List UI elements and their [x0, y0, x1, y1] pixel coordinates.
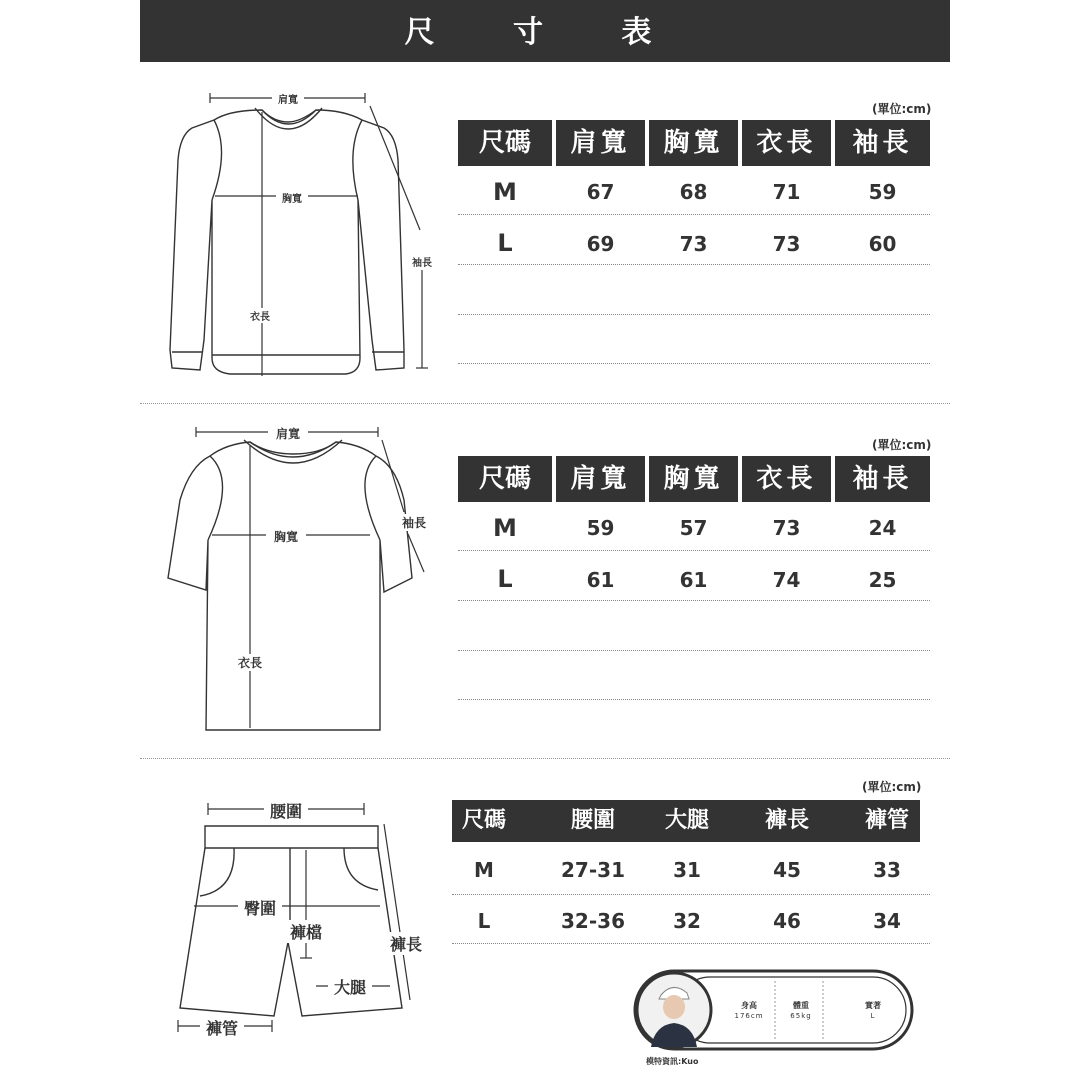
- sweatshirt-row-l-chest: 73: [679, 232, 708, 256]
- tshirt-row-m-sleeve: 24: [868, 516, 897, 540]
- tshirt-row-l-size: L: [497, 565, 513, 593]
- shorts-row-line: [452, 894, 930, 895]
- model-wear-label: 實著: [865, 1001, 881, 1010]
- tshirt-row-l-shoulder: 61: [586, 568, 615, 592]
- shorts-illustration: [0, 0, 460, 1080]
- sweatshirt-row-line: [458, 363, 930, 364]
- model-weight-label: 體重: [793, 1001, 809, 1010]
- shorts-header-hem: 褲管: [864, 808, 909, 833]
- tshirt-row-line: [458, 550, 930, 551]
- shorts-row-m-thigh: 31: [673, 858, 701, 882]
- shorts-header-waist: 腰圍: [570, 808, 615, 833]
- shorts-row-m-waist: 27-31: [561, 858, 625, 882]
- page-title-banner: 尺 寸 表: [140, 0, 950, 62]
- sweatshirt-row-l-shoulder: 69: [586, 232, 615, 256]
- sweatshirt-row-m-sleeve: 59: [868, 180, 897, 204]
- tshirt-row-m-chest: 57: [679, 516, 708, 540]
- shorts-row-l-hem: 34: [873, 909, 901, 933]
- sweatshirt-row-line: [458, 264, 930, 265]
- tshirt-row-m-size: M: [493, 514, 517, 542]
- sweatshirt-length-label: 衣長: [244, 308, 276, 323]
- tshirt-row-l-chest: 61: [679, 568, 708, 592]
- shorts-row-m-length: 45: [773, 858, 801, 882]
- tshirt-chest-label: 胸寬: [266, 528, 306, 545]
- model-height-value: 176cm: [734, 1012, 764, 1020]
- shorts-thigh-label: 大腿: [328, 975, 372, 998]
- tshirt-header-length: 衣長: [742, 456, 831, 502]
- tshirt-row-l-length: 74: [772, 568, 801, 592]
- sweatshirt-row-l-length: 73: [772, 232, 801, 256]
- shorts-row-m-size: M: [474, 858, 494, 882]
- shorts-header-length: 褲長: [764, 808, 809, 833]
- tshirt-row-l-sleeve: 25: [868, 568, 897, 592]
- shorts-waist-label: 腰圍: [264, 799, 308, 822]
- shorts-crotch-label: 褲檔: [284, 920, 328, 943]
- model-wear-value: L: [870, 1012, 876, 1020]
- tshirt-sleeve-label: 袖長: [394, 514, 434, 531]
- sweatshirt-header-chest: 胸寬: [649, 120, 738, 166]
- sweatshirt-chest-label: 胸寬: [276, 190, 308, 205]
- shorts-unit: (單位:cm): [862, 780, 922, 794]
- tshirt-row-m-shoulder: 59: [586, 516, 615, 540]
- shorts-row-l-waist: 32-36: [561, 909, 625, 933]
- shorts-hip-label: 臀圍: [238, 896, 282, 919]
- sweatshirt-sleeve-label: 袖長: [404, 254, 440, 269]
- shorts-row-m-hem: 33: [873, 858, 901, 882]
- shorts-row-line: [452, 943, 930, 944]
- tshirt-row-m-length: 73: [772, 516, 801, 540]
- sweatshirt-row-m-shoulder: 67: [586, 180, 615, 204]
- model-caption: 模特資訊:Kuo: [646, 1057, 699, 1066]
- sweatshirt-unit: (單位:cm): [872, 102, 932, 116]
- shorts-length-label: 褲長: [384, 932, 428, 955]
- tshirt-row-line: [458, 650, 930, 651]
- shorts-row-l-size: L: [477, 909, 491, 933]
- shorts-header-thigh: 大腿: [664, 808, 709, 833]
- tshirt-header-shoulder: 肩寬: [556, 456, 645, 502]
- sweatshirt-row-m-chest: 68: [679, 180, 708, 204]
- sweatshirt-row-l-sleeve: 60: [868, 232, 897, 256]
- sweatshirt-row-line: [458, 214, 930, 215]
- shorts-hem-label: 褲管: [200, 1016, 244, 1039]
- shorts-row-l-length: 46: [773, 909, 801, 933]
- sweatshirt-shoulder-label: 肩寬: [272, 91, 304, 106]
- tshirt-header-size: 尺碼: [458, 456, 552, 502]
- sweatshirt-row-m-length: 71: [772, 180, 801, 204]
- shorts-header-size: 尺碼: [461, 808, 506, 833]
- sweatshirt-row-m-size: M: [493, 178, 517, 206]
- tshirt-header-chest: 胸寬: [649, 456, 738, 502]
- tshirt-unit: (單位:cm): [872, 438, 932, 452]
- shorts-row-l-thigh: 32: [673, 909, 701, 933]
- sweatshirt-row-line: [458, 314, 930, 315]
- tshirt-row-line: [458, 600, 930, 601]
- tshirt-length-label: 衣長: [230, 654, 270, 671]
- sweatshirt-header-length: 衣長: [742, 120, 831, 166]
- sweatshirt-header-shoulder: 肩寬: [556, 120, 645, 166]
- tshirt-header-sleeve: 袖長: [835, 456, 930, 502]
- tshirt-shoulder-label: 肩寬: [268, 425, 308, 442]
- sweatshirt-header-sleeve: 袖長: [835, 120, 930, 166]
- sweatshirt-row-l-size: L: [497, 229, 513, 257]
- model-info-card: [633, 969, 914, 1051]
- tshirt-row-line: [458, 699, 930, 700]
- model-weight-value: 65kg: [790, 1012, 812, 1020]
- model-height-label: 身高: [741, 1001, 757, 1010]
- sweatshirt-header-size: 尺碼: [458, 120, 552, 166]
